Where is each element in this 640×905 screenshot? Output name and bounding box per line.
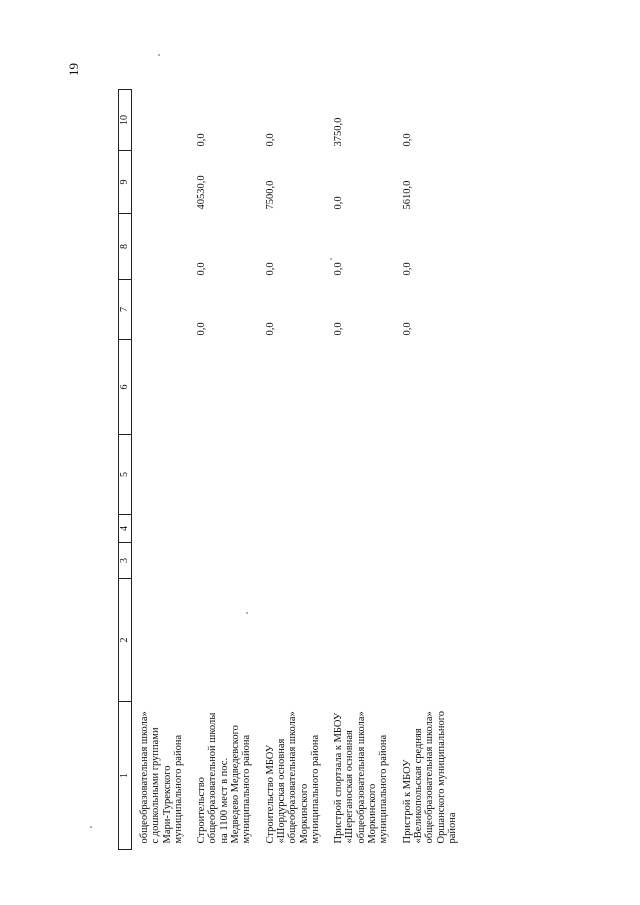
table-row [253,90,321,850]
value-cell-col10 [132,90,185,151]
value-cell-col10: 0,0 [196,133,208,147]
value-cell-col7: 0,0 [401,322,413,336]
column-header: 1 [119,702,132,850]
value-cell-col8: 0,0 [264,262,276,276]
table-row [184,90,252,850]
value-cell-col9: 5610,0 [401,180,413,210]
column-header: 9 [119,151,132,214]
value-cell-col10: 3750,0 [333,117,345,147]
value-cell-col10: 0,0 [401,133,413,147]
value-cell-col7: 0,0 [196,322,208,336]
value-cell-col7: 0,0 [264,322,276,336]
column-header: 5 [119,435,132,515]
scan-speck [158,54,160,56]
value-cell-col8 [132,214,185,280]
object-name-cell: Пристрой спортзала к МБОУ «Шереганоская основная общеобразовательная школа» Моркинского муниципального района [333,711,390,844]
table-header-row [119,90,132,850]
object-name-cell: Строительство МБОУ «Шордурская основная общеобразовательная школа» Моркинского муниципального района [264,711,321,844]
column-header: 7 [119,280,132,340]
value-cell-col9 [132,151,185,214]
column-header: 4 [119,515,132,543]
value-cell-col8: 0,0 [196,262,208,276]
table-row [132,90,185,850]
value-cell-col7: 0,0 [333,322,345,336]
table-row [321,90,389,850]
page-number: 19 [66,63,81,76]
table-row [390,90,458,850]
value-cell-col8: 0,0 [401,262,413,276]
column-header: 8 [119,214,132,280]
column-header: 2 [119,579,132,702]
rotated-table-container [118,90,611,850]
column-header: 6 [119,340,132,435]
value-cell-col10: 0,0 [264,133,276,147]
value-cell-col9: 0,0 [333,196,345,210]
object-name-cell: Пристрой к МБОУ «Великопольская средняя общеобразовательная школа» Оршанского муниципального района [401,710,458,844]
value-cell-col8: 0,0 [333,262,345,276]
object-name-cell: Строительство общеобразовательной школы на 1100 мест в пос. Медведево Медведевского муниципального района [196,712,253,844]
value-cell-col7 [132,280,185,340]
column-header: 10 [119,90,132,151]
object-name-cell: общеобразовательная школа» с дошкольными группами Мари-Турекского муниципального района [139,711,184,844]
column-header: 3 [119,543,132,579]
value-cell-col9: 7500,0 [264,180,276,210]
scan-speck [90,826,92,828]
funding-table [118,89,458,850]
value-cell-col9: 40530,0 [196,175,208,210]
